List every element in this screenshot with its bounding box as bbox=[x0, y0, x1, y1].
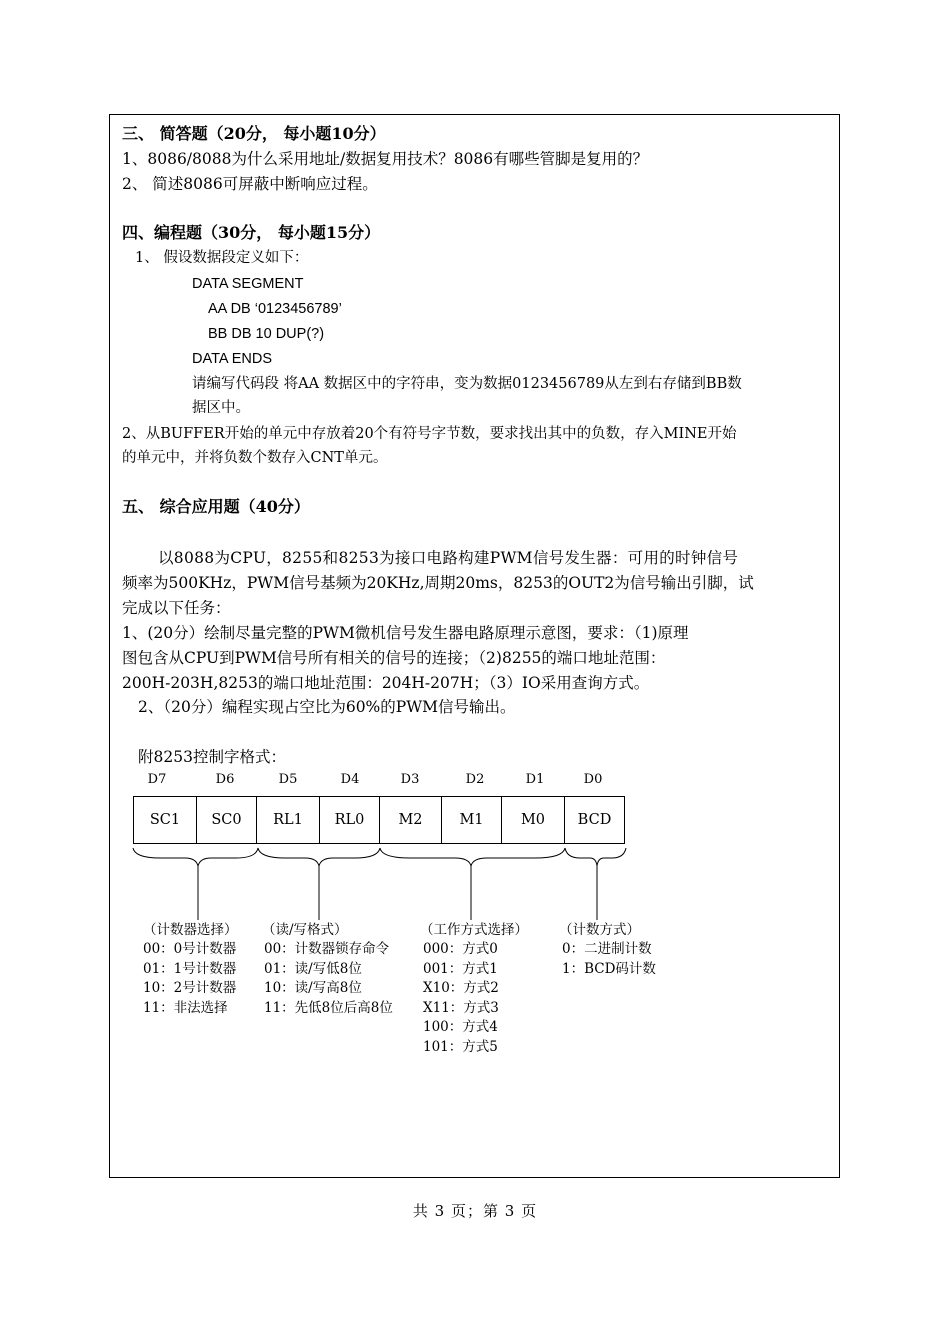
bit-label-d3: D3 bbox=[400, 772, 420, 787]
group-rw-format-line-4: 10：读/写高8位 bbox=[264, 980, 362, 996]
sec5-task1-line-2: 图包含从CPU到PWM信号所有相关的信号的连接；（2)8255的端口地址范围： bbox=[122, 649, 666, 667]
group-rw-format-line-2: 00：计数器锁存命令 bbox=[264, 941, 390, 957]
group-mode-select-line-3: 001：方式1 bbox=[423, 961, 498, 977]
bit-label-d0: D0 bbox=[583, 772, 603, 787]
sec5-task1-line-3: 200H-203H,8253的端口地址范围：204H-207H；（3）IO采用查询方式。 bbox=[122, 674, 650, 692]
brace-count-mode bbox=[565, 848, 626, 866]
sec5-task2: 2、（20分）编程实现占空比为60%的PWM信号输出。 bbox=[138, 698, 516, 716]
group-counter-select-line-5: 11：非法选择 bbox=[143, 1000, 228, 1016]
code-line-3: BB DB 10 DUP(?) bbox=[208, 326, 325, 342]
bit-label-d6: D6 bbox=[215, 772, 235, 787]
sec4-question-2-line-2: 的单元中，并将负数个数存入CNT单元。 bbox=[122, 450, 388, 466]
group-mode-select-line-4: X10：方式2 bbox=[423, 980, 499, 996]
sec5-para-line-2: 频率为500KHz，PWM信号基频为20KHz,周期20ms，8253的OUT2为信号输出引脚，试 bbox=[122, 574, 754, 592]
brace-counter-select bbox=[133, 848, 258, 866]
bit-label-d4: D4 bbox=[340, 772, 360, 787]
code-line-4: DATA ENDS bbox=[192, 351, 273, 367]
group-count-mode-line-3: 1：BCD码计数 bbox=[562, 961, 656, 977]
group-counter-select-line-2: 00：0号计数器 bbox=[143, 941, 237, 957]
sec4-question-2-line-1: 2、从BUFFER开始的单元中存放着20个有符号字节数，要求找出其中的负数，存入MINE开始 bbox=[122, 426, 737, 442]
bit-label-d7: D7 bbox=[147, 772, 167, 787]
control-bit-bcd: BCD bbox=[564, 796, 625, 844]
sec4-q1-requirement-2: 据区中。 bbox=[192, 400, 250, 416]
group-mode-select-line-7: 101：方式5 bbox=[423, 1039, 498, 1055]
bit-label-d2: D2 bbox=[465, 772, 485, 787]
control-bit-m0: M0 bbox=[501, 796, 565, 844]
control-bit-rl1: RL1 bbox=[256, 796, 320, 844]
group-rw-format-line-5: 11：先低8位后高8位 bbox=[264, 1000, 393, 1016]
group-counter-select-line-1: （计数器选择） bbox=[143, 922, 238, 938]
group-count-mode-line-1: （计数方式） bbox=[559, 922, 640, 938]
group-counter-select-line-4: 10：2号计数器 bbox=[143, 980, 237, 996]
group-counter-select-line-3: 01：1号计数器 bbox=[143, 961, 237, 977]
bit-label-d1: D1 bbox=[525, 772, 545, 787]
group-count-mode-line-2: 0：二进制计数 bbox=[562, 941, 652, 957]
control-bit-sc1: SC1 bbox=[133, 796, 197, 844]
control-bit-rl0: RL0 bbox=[319, 796, 380, 844]
sec5-task1-line-1: 1、(20分）绘制尽量完整的PWM微机信号发生器电路原理示意图，要求：（1)原理 bbox=[122, 624, 689, 642]
sec5-para-line-3: 完成以下任务： bbox=[122, 599, 231, 617]
group-rw-format-line-3: 01：读/写低8位 bbox=[264, 961, 362, 977]
bit-label-d5: D5 bbox=[278, 772, 298, 787]
sec5-para-line-1: 以8088为CPU，8255和8253为接口电路构建PWM信号发生器：可用的时钟信号 bbox=[158, 549, 739, 567]
appendix-title: 附8253控制字格式： bbox=[138, 748, 286, 766]
control-bit-m2: M2 bbox=[379, 796, 442, 844]
control-bit-m1: M1 bbox=[441, 796, 502, 844]
control-bit-sc0: SC0 bbox=[196, 796, 257, 844]
sec4-q1-requirement-1: 请编写代码段 将AA 数据区中的字符串，变为数据0123456789从左到右存储到BB数 bbox=[192, 376, 742, 392]
sec3-question-2: 2、 简述8086可屏蔽中断响应过程。 bbox=[122, 175, 378, 193]
brace-mode-select bbox=[380, 848, 565, 866]
group-mode-select-line-1: （工作方式选择） bbox=[420, 922, 528, 938]
group-mode-select-line-6: 100：方式4 bbox=[423, 1019, 498, 1035]
section-4-title: 四、编程题（30分， 每小题15分） bbox=[122, 223, 381, 242]
sec3-question-1: 1、8086/8088为什么采用地址/数据复用技术？8086有哪些管脚是复用的？ bbox=[122, 150, 649, 168]
group-mode-select-line-2: 000：方式0 bbox=[423, 941, 498, 957]
code-line-1: DATA SEGMENT bbox=[192, 276, 304, 292]
brace-rw-format bbox=[258, 848, 380, 866]
section-5-title: 五、 综合应用题（40分） bbox=[122, 497, 310, 516]
page-footer: 共 3 页；第 3 页 bbox=[412, 1202, 538, 1220]
group-rw-format-line-1: （读/写格式） bbox=[262, 922, 348, 938]
group-mode-select-line-5: X11：方式3 bbox=[423, 1000, 499, 1016]
section-3-title: 三、 简答题（20分， 每小题10分） bbox=[122, 124, 386, 143]
sec4-question-1: 1、 假设数据段定义如下： bbox=[135, 250, 309, 266]
code-line-2: AA DB ‘0123456789’ bbox=[208, 301, 342, 317]
